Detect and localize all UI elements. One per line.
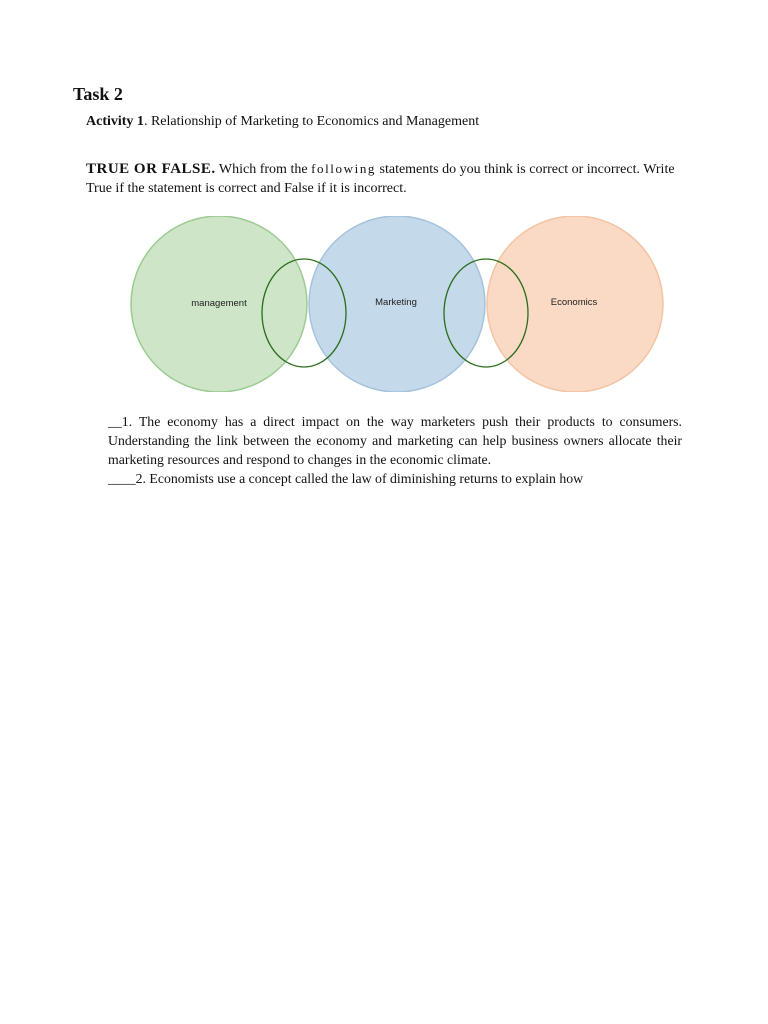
activity-text: . Relationship of Marketing to Economics and Management [143,114,480,129]
statement-2 [108,469,682,488]
statement-number-1: 1. [121,414,133,429]
activity-heading [86,114,479,130]
venn-label-management: management [191,298,247,309]
statement-text-2: Economists use a concept called the law of diminishing returns to explain how [145,471,584,486]
instructions-text-after: statements do you think is correct or incorrect. Write True if the statement is correct and False if it is incorrect. [86,162,675,196]
statement-1 [108,412,682,469]
statement-text-1: The economy has a direct impact on the way marketers push their products to consumers. Understanding the link between the economy and marketing can help business owners allocate their marketing resources and respond to changes in the economic climate. [108,414,682,467]
statements-list [108,412,682,488]
statement-number-2: 2. [135,471,146,486]
instructions-text-before: Which from the [215,162,312,177]
venn-label-economics: Economics [550,297,598,308]
venn-diagram [128,216,668,392]
instructions-spaced-word: following [311,161,377,176]
instructions [86,159,686,198]
true-false-heading: TRUE OR FALSE. [86,161,216,177]
task-title: Task 2 [73,84,123,104]
answer-blank-2[interactable]: ____ [108,471,136,486]
activity-label: Activity 1 [86,114,144,129]
venn-label-marketing: Marketing [375,297,417,308]
answer-blank-1[interactable]: __ [108,414,122,429]
